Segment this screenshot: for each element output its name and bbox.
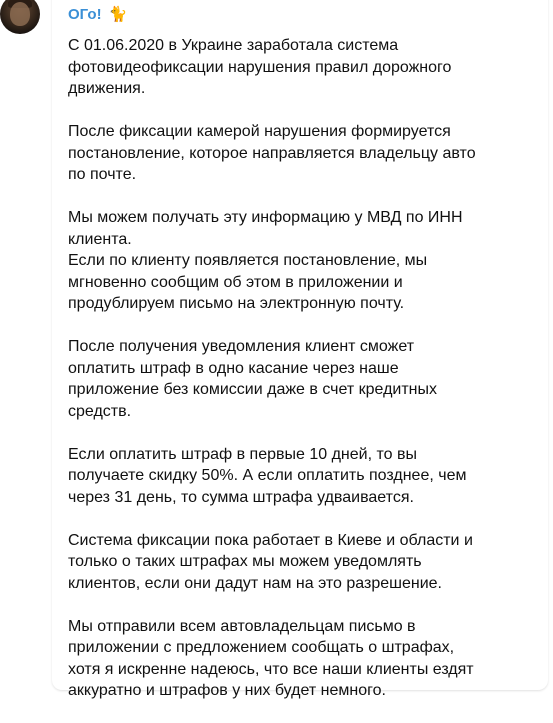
message-paragraph-2: После фиксации камерой нарушения формируется постановление, которое направляется владельцу авто по почте. [68, 123, 476, 183]
avatar[interactable] [0, 0, 40, 34]
sender-name[interactable] [68, 5, 127, 25]
cat-emoji-icon: 🐈 [108, 6, 128, 23]
avatar-face [10, 2, 30, 26]
message-paragraph-5: Если оплатить штраф в первые 10 дней, то вы получаете скидку 50%. А если оплатить позднее, чем через 31 день, то сумма штрафа удваивается. [68, 445, 467, 506]
message-paragraph-4: После получения уведомления клиент сможет оплатить штраф в одно касание через наше приложение без комиссии даже в счет кредитных средств. [68, 338, 438, 420]
message-paragraph-6: Система фиксации пока работает в Киеве и области и только о таких штрафах мы можем уведомлять клиентов, если они дадут нам на это разрешение. [68, 531, 473, 592]
message-text [68, 35, 528, 723]
message-paragraph-1: С 01.06.2020 в Украине заработала система фотовидеофиксации нарушения правил дорожного движения. [68, 37, 452, 97]
message-paragraph-3: Мы можем получать эту информацию у МВД по ИНН клиента. Если по клиенту появляется постановление, мы мгновенно сообщим об этом в приложении и продублируем письмо на электронную почту. [68, 209, 463, 312]
sender-name-text: ОГо! [68, 6, 102, 23]
message-paragraph-7: Мы отправили всем автовладельцам письмо в приложении с предложением сообщать о штрафах, хотя я искренне надеюсь, что все наши клиенты ездят аккуратно и штрафов у них будет немного. [68, 617, 474, 699]
